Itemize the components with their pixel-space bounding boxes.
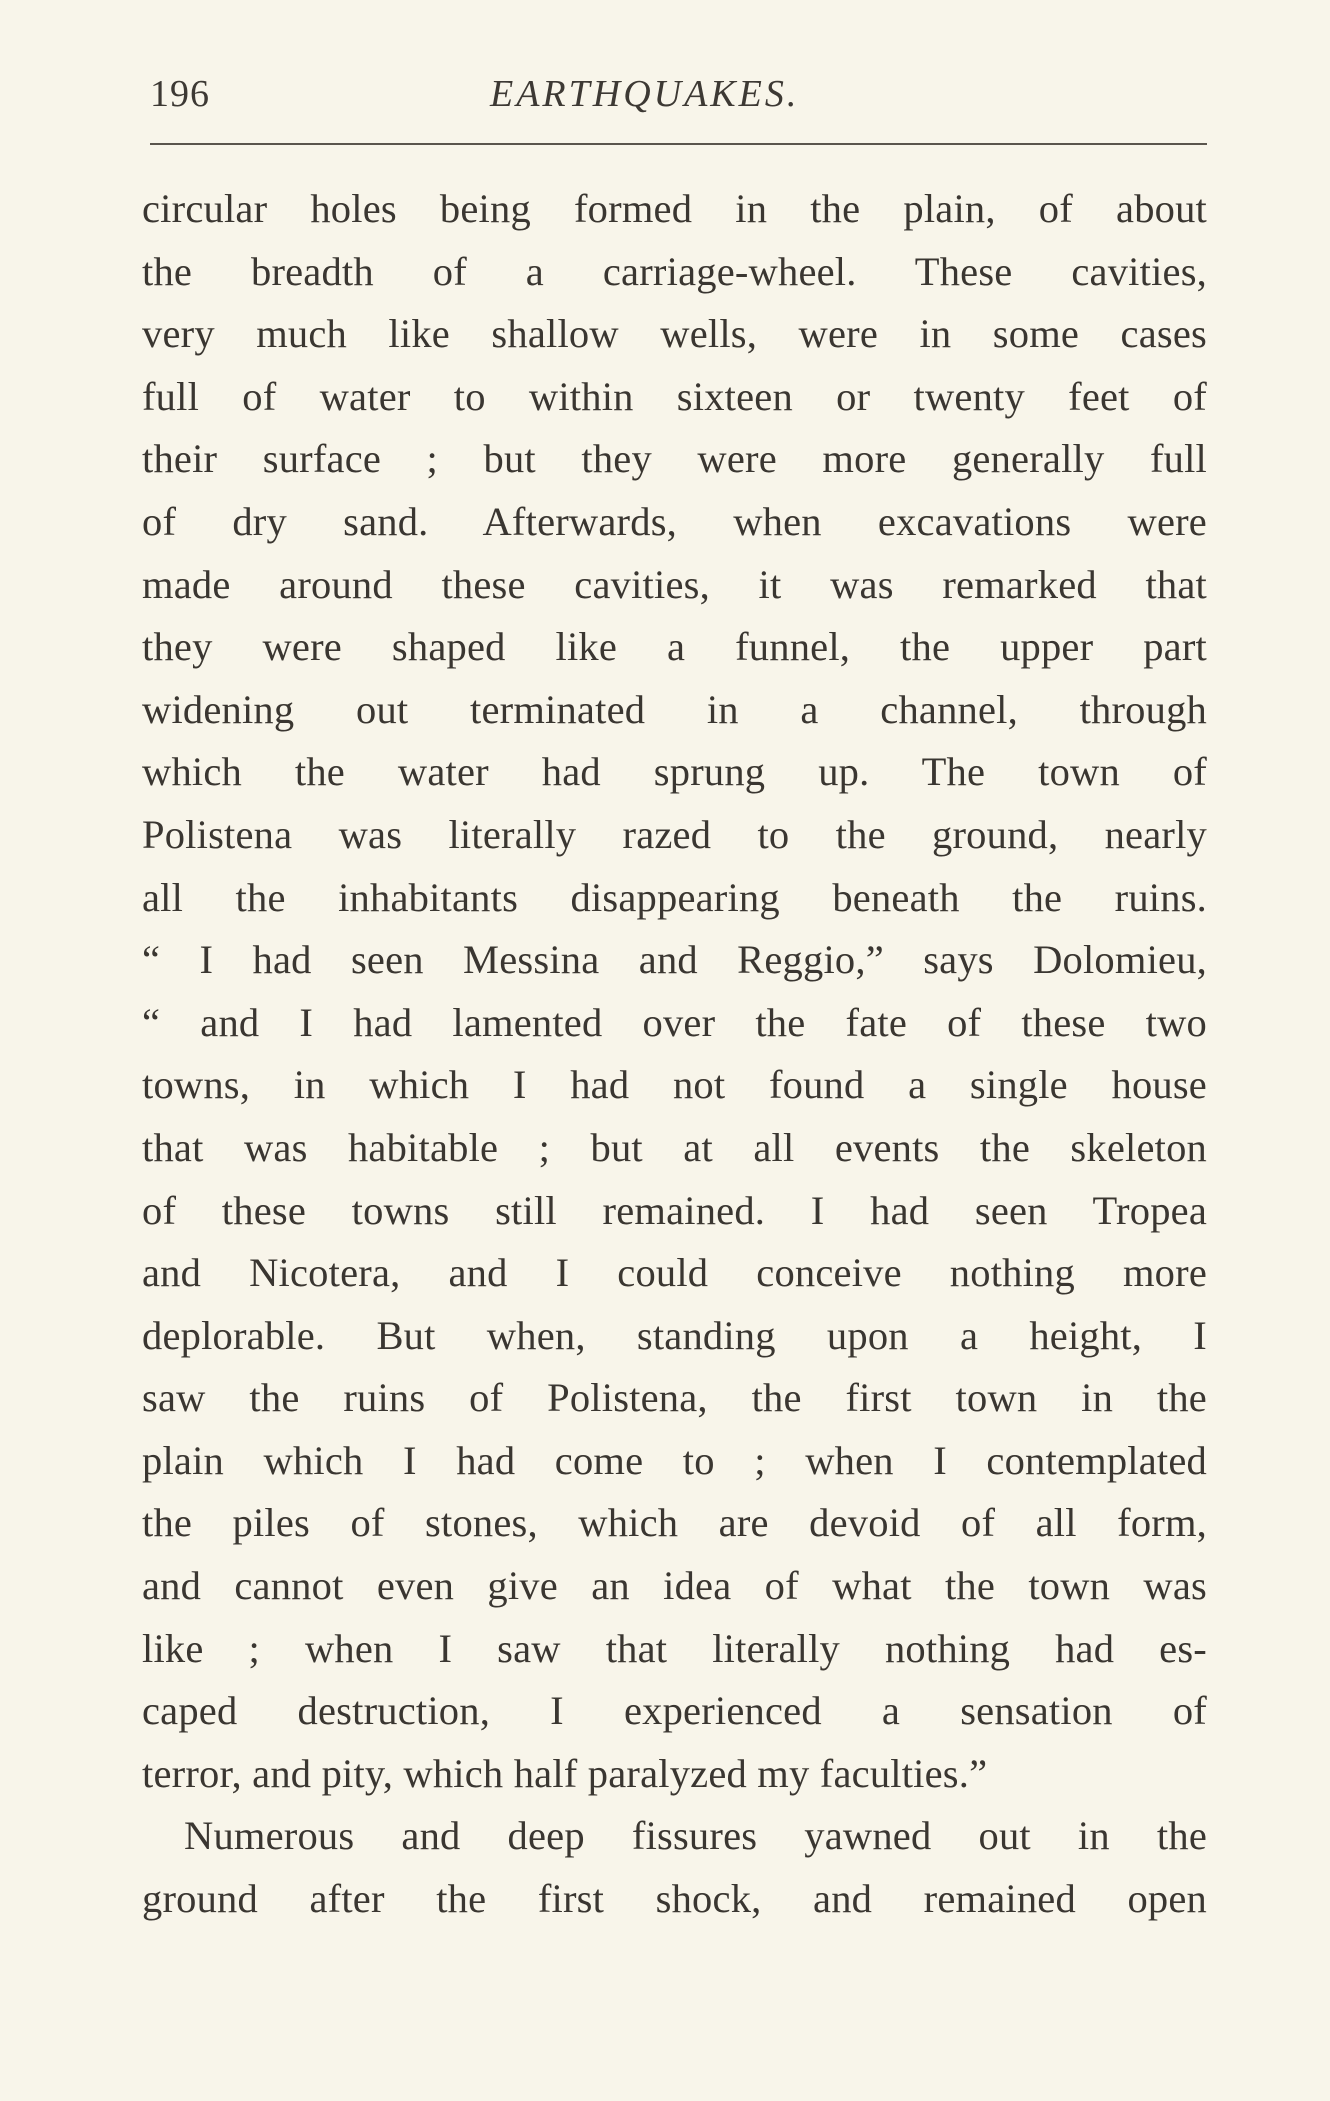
text-line: caped destruction, I experienced a sensation of — [142, 1688, 1207, 1734]
text-line: circular holes being formed in the plain, of about — [142, 186, 1207, 231]
text-line: the breadth of a carriage-wheel. These cavities, — [142, 248, 1207, 294]
text-line: like ; when I saw that literally nothing had es- — [142, 1625, 1207, 1671]
text-line: all the inhabitants disappearing beneath the ruins. — [142, 874, 1207, 920]
page-header — [150, 72, 1205, 132]
text-line: terror, and pity, which half paralyzed my faculties.” — [142, 1750, 988, 1796]
text-line: they were shaped like a funnel, the upper part — [142, 624, 1207, 670]
text-line: of dry sand. Afterwards, when excavations were — [142, 498, 1207, 544]
text-line: and cannot even give an idea of what the town was — [142, 1563, 1207, 1609]
text-line: “ I had seen Messina and Reggio,” says Dolomieu, — [142, 937, 1207, 983]
text-line: ground after the first shock, and remained open — [142, 1876, 1207, 1922]
text-line: widening out terminated in a channel, through — [142, 686, 1207, 732]
text-line: deplorable. But when, standing upon a height, I — [142, 1312, 1207, 1358]
text-line: made around these cavities, it was remarked that — [142, 561, 1207, 607]
text-line: “ and I had lamented over the fate of these two — [142, 999, 1207, 1045]
text-line: saw the ruins of Polistena, the first town in the — [142, 1375, 1207, 1421]
text-line: which the water had sprung up. The town of — [142, 749, 1207, 795]
body-text — [142, 178, 1207, 1931]
paragraph-start-line: Numerous and deep fissures yawned out in the — [184, 1813, 1207, 1859]
text-line: their surface ; but they were more generally full — [142, 436, 1207, 482]
text-line: the piles of stones, which are devoid of all form, — [142, 1500, 1207, 1546]
text-line: of these towns still remained. I had seen Tropea — [142, 1187, 1207, 1233]
running-title: EARTHQUAKES. — [490, 73, 800, 115]
text-line: plain which I had come to ; when I contemplated — [142, 1437, 1207, 1483]
text-line: Polistena was literally razed to the ground, nearly — [142, 811, 1207, 857]
text-line: full of water to within sixteen or twenty feet of — [142, 373, 1207, 419]
text-line: that was habitable ; but at all events the skeleton — [142, 1124, 1207, 1170]
text-line: very much like shallow wells, were in some cases — [142, 311, 1207, 357]
text-line: and Nicotera, and I could conceive nothing more — [142, 1250, 1207, 1296]
text-line: towns, in which I had not found a single house — [142, 1062, 1207, 1108]
page-number: 196 — [150, 73, 210, 115]
header-rule — [150, 143, 1207, 145]
